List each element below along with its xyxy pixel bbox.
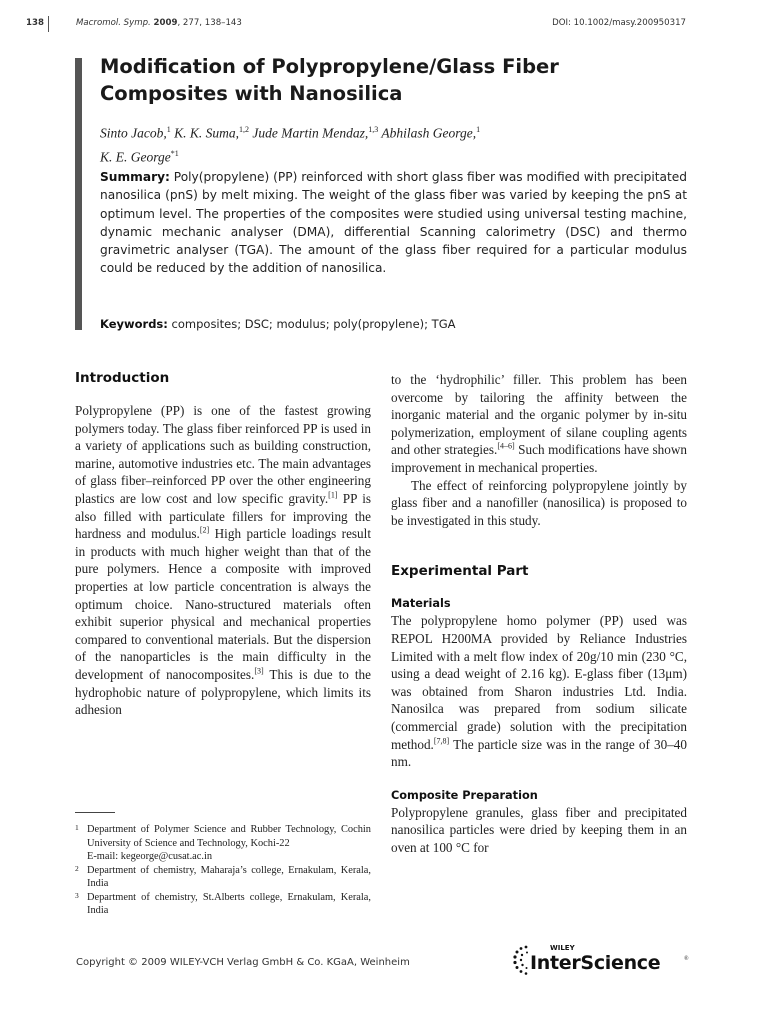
author-affiliation: 1 [476, 125, 481, 134]
journal-citation [76, 18, 242, 28]
author: Sinto Jacob, [100, 125, 167, 141]
experimental-heading: Experimental Part [391, 563, 529, 580]
summary-label: Summary: [100, 170, 170, 184]
citation-3: [3] [254, 666, 264, 676]
composite-heading: Composite Preparation [391, 788, 538, 802]
footnote [75, 891, 371, 918]
introduction-continued [391, 371, 687, 477]
author-affiliation: 1 [166, 125, 171, 134]
page-number: 138 [26, 18, 44, 28]
header-divider [48, 16, 49, 32]
materials-text: The particle size was in the range of 30–40 nm. [391, 736, 687, 770]
footnote-mark: 2 [75, 863, 79, 873]
intro-text: Such modifications have shown improvement in mechanical properties. [391, 442, 687, 475]
email-text: E-mail: kegeorge@cusat.ac.in [87, 851, 213, 862]
materials-paragraph [391, 612, 687, 770]
journal-name: Macromol. Symp. [76, 18, 151, 28]
keywords-label: Keywords: [100, 317, 168, 331]
intro-text: PP is also filled with particulate fillers for improving the hardness and modulus. [75, 490, 371, 542]
introduction-paragraph-2: The effect of reinforcing polypropylene jointly by glass fiber and a nanofiller (nanosilica) is proposed to be investigated in this study. [391, 477, 687, 528]
keywords [100, 316, 687, 332]
author: K. K. Suma, [174, 125, 240, 141]
intro-text: High particle loadings result in products with much higher weight than that of the pure polymers. Hence a composite with improved properties at low particle concentration is always the optimum choice. Nano-structured materials often exhibit superior physical and mechanical properties compared to conventional materials. But the dispersion of the nanoparticles is the main difficulty in the development of nanocomposites. [75, 526, 371, 682]
footnote-mark: 1 [75, 823, 79, 832]
materials-text: The polypropylene homo polymer (PP) used was REPOL H200MA provided by Reliance Industries Limited with a melt flow index of 20g/10 min (230 °C, using a dead weight of 2.16 kg). E-glass fiber (13μm) was obtained from Sharon industries Ltd. India. Nanosilca was prepared from sodium silicate (commercial grade) solution with the precipitation method. [391, 613, 687, 752]
author-affiliation: 1,3 [368, 125, 379, 134]
introduction-paragraph [75, 402, 371, 719]
footnotes [75, 823, 371, 918]
left-column [75, 370, 371, 719]
footnote-rule [75, 812, 115, 813]
author-list [100, 120, 700, 167]
author-affiliation: *1 [170, 148, 179, 158]
abstract [100, 168, 687, 278]
footnote-text: Department of chemistry, St.Alberts college, Ernakulam, Kerala, India [87, 891, 371, 916]
journal-volume-pages: , 277, 138–143 [177, 18, 242, 28]
right-column [391, 371, 687, 856]
author: Abhilash George, [381, 125, 477, 141]
doi: DOI: 10.1002/masy.200950317 [552, 18, 686, 28]
title-side-bar [75, 58, 82, 330]
wiley-interscience-logo [512, 944, 692, 980]
footnote [75, 823, 371, 850]
citation-5: [7,8] [433, 736, 450, 746]
composite-paragraph: Polypropylene granules, glass fiber and precipitated nanosilica particles were dried by keeping them in an oven at 100 °C for [391, 804, 687, 855]
copyright-notice: Copyright © 2009 WILEY-VCH Verlag GmbH & Co. KGaA, Weinheim [76, 957, 410, 968]
footnote [75, 864, 371, 891]
journal-year: 2009 [153, 18, 178, 28]
citation-2: [2] [199, 525, 210, 535]
logo-wiley-text: WILEY [550, 944, 575, 952]
footnote-email [75, 850, 371, 864]
logo-registered-mark: ® [684, 956, 689, 962]
citation-1: [1] [328, 490, 338, 500]
footnote-text: Department of chemistry, Maharaja’s college, Ernakulam, Kerala, India [87, 864, 371, 889]
intro-text: to the ‘hydrophilic’ filler. This problem has been overcome by tailoring the affinity between the inorganic material and the organic polymer by in-situ polymerization, employment of silane coupling agents and other strategies. [391, 372, 687, 458]
article-title: Modification of Polypropylene/Glass Fiber Composites with Nanosilica [100, 55, 559, 105]
intro-text: Polypropylene (PP) is one of the fastest growing polymers today. The glass fiber reinforced PP is used in a variety of applications such as building construction, marine, automotive industries etc. The main advantages of glass fiber–reinforced PP over the other engineering plastics are low cost and low specific gravity. [75, 403, 371, 506]
footnote-mark: 3 [75, 890, 79, 900]
footnote-text: Department of Polymer Science and Rubber Technology, Cochin University of Science and Technology, Kochi-22 [87, 824, 371, 849]
author: K. E. George [100, 149, 171, 164]
running-header [0, 18, 768, 32]
logo-interscience-text: InterScience [530, 952, 661, 974]
author-affiliation: 1,2 [239, 125, 250, 134]
keywords-text: composites; DSC; modulus; poly(propylene); TGA [171, 317, 456, 331]
citation-4: [4–6] [497, 441, 515, 451]
author: Jude Martin Mendaz, [252, 125, 369, 141]
materials-heading: Materials [391, 597, 451, 611]
summary-text: Poly(propylene) (PP) reinforced with short glass fiber was modified with precipitated nanosilica (pnS) by melt mixing. The weight of the glass fiber was varied by keeping the pnS at optimum level. The properties of the composites were studied using universal testing machine, dynamic mechanic analyser (DMA), differential Scanning calorimetry (DSC) and thermo gravimetric analyser (TGA). The amount of the glass fiber required for a particular modulus could be reduced by the addition of nanosilica. [100, 170, 687, 276]
intro-text: This is due to the hydrophobic nature of polypropylene, which limits its adhesion [75, 666, 371, 718]
introduction-heading: Introduction [75, 370, 170, 386]
